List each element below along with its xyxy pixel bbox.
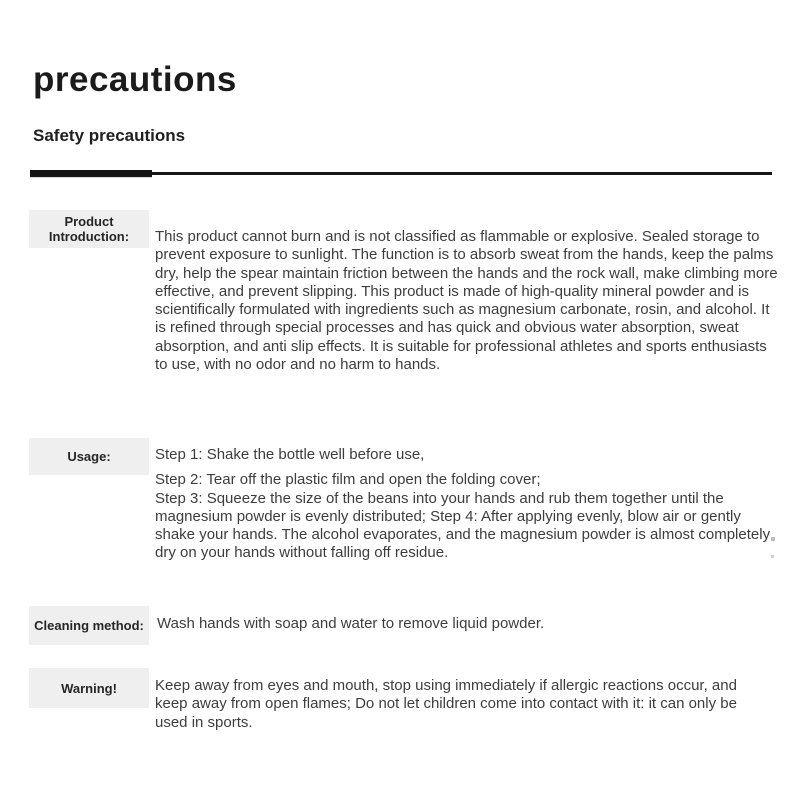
- section-label-warning: [29, 668, 149, 708]
- page-title: precautions: [33, 60, 237, 99]
- section-label-cleaning-method: [29, 606, 149, 645]
- label-line: Warning!: [61, 680, 117, 696]
- label-line: Cleaning method:: [34, 618, 144, 633]
- usage-step-2: Step 2: Tear off the plastic film and open the folding cover;: [155, 471, 541, 489]
- warning-text: [155, 677, 771, 732]
- section-label-product-introduction: [29, 210, 149, 248]
- section-divider-thin: [152, 172, 772, 175]
- usage-text: [155, 446, 779, 563]
- usage-step-1: Step 1: Shake the bottle well before use,: [155, 446, 425, 463]
- section-label-usage: [29, 438, 149, 475]
- section-divider-thick: [30, 170, 152, 177]
- usage-steps-3-4: Step 3: Squeeze the size of the beans into your hands and rub them together until the magnesium powder is evenly distributed; Step 4: After applying evenly, blow air or gently shake your hands. The alcohol evaporates, and the magnesium powder is almost completely dry on your hands without falling off residue.: [155, 489, 771, 562]
- label-line: Product: [64, 214, 114, 229]
- label-line: Usage:: [67, 449, 111, 464]
- artifact-dot: [771, 537, 775, 541]
- page-subtitle: Safety precautions: [33, 126, 186, 145]
- cleaning-method-text: [157, 615, 767, 633]
- artifact-dot: [771, 555, 774, 558]
- paragraph: Wash hands with soap and water to remove liquid powder.: [157, 615, 545, 632]
- paragraph: This product cannot burn and is not classified as flammable or explosive. Sealed storage to prevent exposure to sunlight. The function is to absorb sweat from the hands, keep the palms dry, help the spear maintain friction between the hands and the rock wall, make climbing more effective, and prevent slipping. This product is made of high-quality mineral powder and is scientifically formulated with ingredients such as magnesium carbonate, rosin, and alcohol. It is refined through special processes and has quick and obvious water absorption, sweat absorption, and anti slip effects. It is suitable for professional athletes and sports enthusiasts to use, with no odor and no harm to hands.: [155, 228, 778, 374]
- product-introduction-text: [155, 228, 779, 374]
- paragraph: Keep away from eyes and mouth, stop using immediately if allergic reactions occur, and keep away from open flames; Do not let children come into contact with it: it can only be used in sports.: [155, 677, 737, 731]
- label-line: Introduction:: [48, 229, 130, 244]
